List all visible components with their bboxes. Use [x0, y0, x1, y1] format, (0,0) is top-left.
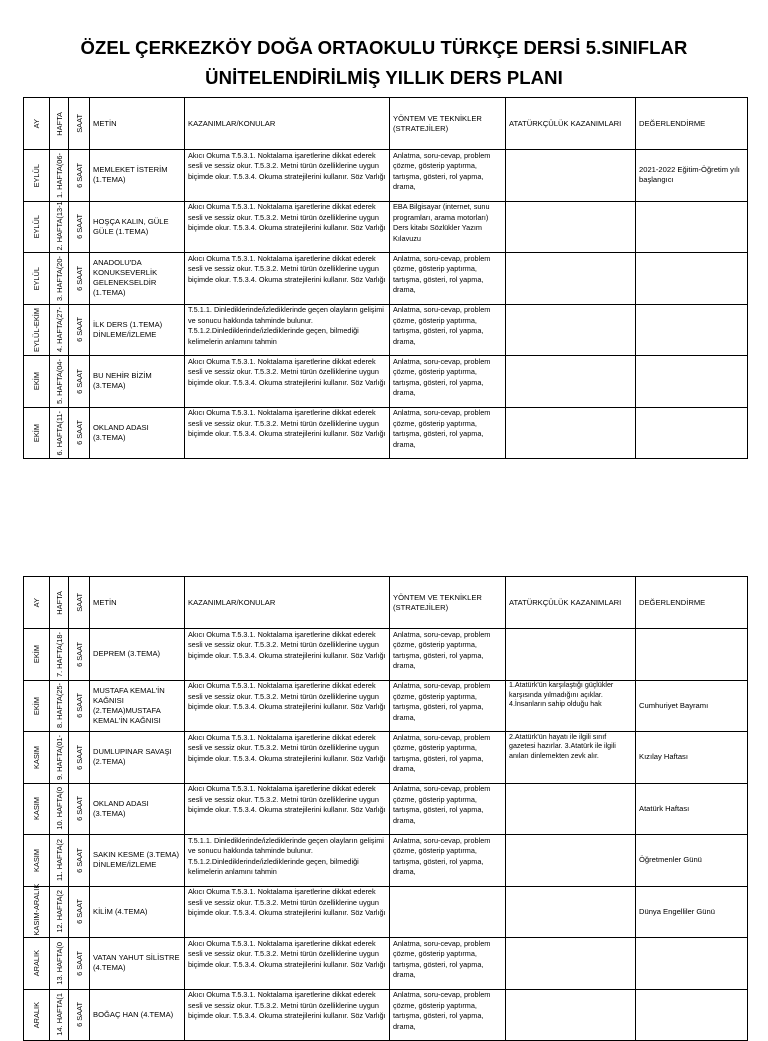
table-header-row: [24, 98, 748, 150]
cell-yontem: Anlatma, soru-cevap, problem çözme, gösterip yaptırma, tartışma, gösteri, rol yapma, drama,: [390, 304, 506, 356]
cell-hafta: 4. HAFTA(27-: [50, 304, 69, 356]
cell-ay: EYLÜL: [24, 150, 50, 202]
cell-ataturk: [506, 835, 636, 887]
cell-ay: EYLÜL-EKİM: [24, 304, 50, 356]
header-ataturk: ATATÜRKÇÜLÜK KAZANIMLARI: [506, 98, 636, 150]
cell-hafta: 12. HAFTA(2: [50, 886, 69, 938]
cell-yontem: EBA Bilgisayar (internet, sunu programları, arama motorları) Ders kitabı Sözlükler Yazım Kılavuzu: [390, 201, 506, 253]
table-body: [24, 150, 748, 459]
cell-ay: KASIM: [24, 783, 50, 835]
cell-yontem: Anlatma, soru-cevap, problem çözme, gösterip yaptırma, tartışma, gösteri, rol yapma, drama,: [390, 253, 506, 305]
cell-metin: HOŞÇA KALIN, GÜLE GÜLE (1.TEMA): [90, 201, 185, 253]
cell-metin: BOĞAÇ HAN (4.TEMA): [90, 989, 185, 1041]
cell-yontem: Anlatma, soru-cevap, problem çözme, gösterip yaptırma, tartışma, gösteri, rol yapma, drama,: [390, 783, 506, 835]
header-ay: AY: [24, 577, 50, 629]
header-ay: AY: [24, 98, 50, 150]
cell-ay: KASIM: [24, 732, 50, 784]
header-kazanim: KAZANIMLAR/KONULAR: [185, 577, 390, 629]
cell-ataturk: [506, 304, 636, 356]
header-metin: METİN: [90, 98, 185, 150]
cell-ataturk: [506, 150, 636, 202]
cell-ataturk: [506, 886, 636, 938]
cell-saat: 6 SAAT: [69, 835, 90, 887]
cell-ataturk: [506, 407, 636, 459]
cell-ataturk: [506, 356, 636, 408]
cell-degerlendirme: [636, 989, 748, 1041]
header-degerlendirme: DEĞERLENDİRME: [636, 98, 748, 150]
cell-saat: 6 SAAT: [69, 989, 90, 1041]
cell-ataturk: [506, 201, 636, 253]
cell-hafta: 5. HAFTA(04-: [50, 356, 69, 408]
cell-kazanim: T.5.1.1. Dinlediklerinde/izlediklerinde geçen olayların gelişimi ve sonucu hakkında tahminde bulunur. T.5.1.2.Dinlediklerinde/izlediklerinde geçen, bilmediği kelimelerin anlamını tahmin: [185, 304, 390, 356]
cell-hafta: 1. HAFTA(06-: [50, 150, 69, 202]
header-hafta: HAFTA: [50, 98, 69, 150]
cell-ataturk: [506, 629, 636, 681]
cell-hafta: 2. HAFTA(13-1: [50, 201, 69, 253]
cell-kazanim: Akıcı Okuma T.5.3.1. Noktalama işaretlerine dikkat ederek sesli ve sessiz okur. T.5.3.2. Metni türün özelliklerine uygun biçimde okur. T.5.3.4. Okuma stratejilerini kullanır. Söz Varlığı: [185, 886, 390, 938]
cell-kazanim: T.5.1.1. Dinlediklerinde/izlediklerinde geçen olayların gelişimi ve sonucu hakkında tahminde bulunur. T.5.1.2.Dinlediklerinde/izlediklerinde geçen, bilmediği kelimelerin anlamını tahmin: [185, 835, 390, 887]
table-row: [24, 407, 748, 459]
cell-ay: EYLÜL: [24, 201, 50, 253]
cell-kazanim: Akıcı Okuma T.5.3.1. Noktalama işaretlerine dikkat ederek sesli ve sessiz okur. T.5.3.2. Metni türün özelliklerine uygun biçimde okur. T.5.3.4. Okuma stratejilerini kullanır. Söz Varlığı: [185, 938, 390, 990]
cell-hafta: 6. HAFTA(11-: [50, 407, 69, 459]
table-row: [24, 680, 748, 732]
cell-ataturk: 1.Atatürk'ün karşılaştığı güçlükler karşısında yılmadığını açıklar. 4.İnsanların sahip olduğu hak: [506, 680, 636, 732]
cell-kazanim: Akıcı Okuma T.5.3.1. Noktalama işaretlerine dikkat ederek sesli ve sessiz okur. T.5.3.2. Metni türün özelliklerine uygun biçimde okur. T.5.3.4. Okuma stratejilerini kullanır. Söz Varlığı: [185, 356, 390, 408]
cell-hafta: 9. HAFTA(01-: [50, 732, 69, 784]
cell-degerlendirme: [636, 253, 748, 305]
cell-saat: 6 SAAT: [69, 201, 90, 253]
cell-yontem: Anlatma, soru-cevap, problem çözme, gösterip yaptırma, tartışma, gösteri, rol yapma, drama,: [390, 407, 506, 459]
cell-degerlendirme: [636, 407, 748, 459]
table-row: [24, 150, 748, 202]
cell-degerlendirme: Cumhuriyet Bayramı: [636, 680, 748, 732]
cell-saat: 6 SAAT: [69, 304, 90, 356]
header-kazanim: KAZANIMLAR/KONULAR: [185, 98, 390, 150]
cell-ay: KASIM-ARALIK: [24, 886, 50, 938]
cell-degerlendirme: [636, 356, 748, 408]
cell-saat: 6 SAAT: [69, 938, 90, 990]
cell-ay: EYLÜL: [24, 253, 50, 305]
lesson-plan-table-2: [23, 576, 748, 1041]
cell-yontem: [390, 886, 506, 938]
header-degerlendirme: DEĞERLENDİRME: [636, 577, 748, 629]
cell-yontem: Anlatma, soru-cevap, problem çözme, gösterip yaptırma, tartışma, gösteri, rol yapma, drama,: [390, 835, 506, 887]
table-row: [24, 989, 748, 1041]
cell-yontem: Anlatma, soru-cevap, problem çözme, gösterip yaptırma, tartışma, gösteri, rol yapma, drama,: [390, 732, 506, 784]
cell-ataturk: [506, 989, 636, 1041]
cell-saat: 6 SAAT: [69, 253, 90, 305]
cell-ay: KASIM: [24, 835, 50, 887]
cell-metin: SAKIN KESME (3.TEMA) DİNLEME/İZLEME: [90, 835, 185, 887]
cell-saat: 6 SAAT: [69, 407, 90, 459]
table-row: [24, 253, 748, 305]
header-saat: SAAT: [69, 577, 90, 629]
table-row: [24, 938, 748, 990]
cell-metin: DUMLUPINAR SAVAŞI (2.TEMA): [90, 732, 185, 784]
header-saat: SAAT: [69, 98, 90, 150]
cell-degerlendirme: [636, 304, 748, 356]
cell-kazanim: Akıcı Okuma T.5.3.1. Noktalama işaretlerine dikkat ederek sesli ve sessiz okur. T.5.3.2. Metni türün özelliklerine uygun biçimde okur. T.5.3.4. Okuma stratejilerini kullanır. Söz Varlığı: [185, 629, 390, 681]
cell-saat: 6 SAAT: [69, 629, 90, 681]
cell-ay: EKİM: [24, 629, 50, 681]
cell-metin: KİLİM (4.TEMA): [90, 886, 185, 938]
cell-hafta: 10. HAFTA(0: [50, 783, 69, 835]
cell-kazanim: Akıcı Okuma T.5.3.1. Noktalama işaretlerine dikkat ederek sesli ve sessiz okur. T.5.3.2. Metni türün özelliklerine uygun biçimde okur. T.5.3.4. Okuma stratejilerini kullanır. Söz Varlığı: [185, 732, 390, 784]
cell-kazanim: Akıcı Okuma T.5.3.1. Noktalama işaretlerine dikkat ederek sesli ve sessiz okur. T.5.3.2. Metni türün özelliklerine uygun biçimde okur. T.5.3.4. Okuma stratejilerini kullanır. Söz Varlığı: [185, 989, 390, 1041]
cell-kazanim: Akıcı Okuma T.5.3.1. Noktalama işaretlerine dikkat ederek sesli ve sessiz okur. T.5.3.2. Metni türün özelliklerine uygun biçimde okur. T.5.3.4. Okuma stratejilerini kullanır. Söz Varlığı: [185, 150, 390, 202]
table-body: [24, 629, 748, 1041]
cell-degerlendirme: [636, 201, 748, 253]
cell-yontem: Anlatma, soru-cevap, problem çözme, gösterip yaptırma, tartışma, gösteri, rol yapma, drama,: [390, 629, 506, 681]
cell-yontem: Anlatma, soru-cevap, problem çözme, gösterip yaptırma, tartışma, gösteri, rol yapma, drama,: [390, 938, 506, 990]
cell-yontem: Anlatma, soru-cevap, problem çözme, gösterip yaptırma, tartışma, gösteri, rol yapma, drama,: [390, 356, 506, 408]
cell-metin: DEPREM (3.TEMA): [90, 629, 185, 681]
cell-degerlendirme: [636, 938, 748, 990]
cell-kazanim: Akıcı Okuma T.5.3.1. Noktalama işaretlerine dikkat ederek sesli ve sessiz okur. T.5.3.2. Metni türün özelliklerine uygun biçimde okur. T.5.3.4. Okuma stratejilerini kullanır. Söz Varlığı: [185, 201, 390, 253]
cell-hafta: 8. HAFTA(25-: [50, 680, 69, 732]
cell-degerlendirme: [636, 629, 748, 681]
table-row: [24, 356, 748, 408]
cell-kazanim: Akıcı Okuma T.5.3.1. Noktalama işaretlerine dikkat ederek sesli ve sessiz okur. T.5.3.2. Metni türün özelliklerine uygun biçimde okur. T.5.3.4. Okuma stratejilerini kullanır. Söz Varlığı: [185, 407, 390, 459]
table-row: [24, 732, 748, 784]
cell-saat: 6 SAAT: [69, 150, 90, 202]
cell-ataturk: 2.Atatürk'ün hayatı ile ilgili sınıf gazetesi hazırlar. 3.Atatürk ile ilgili anıları dinlemekten zevk alır.: [506, 732, 636, 784]
header-ataturk: ATATÜRKÇÜLÜK KAZANIMLARI: [506, 577, 636, 629]
cell-ataturk: [506, 783, 636, 835]
cell-ay: EKİM: [24, 680, 50, 732]
cell-saat: 6 SAAT: [69, 356, 90, 408]
cell-hafta: 3. HAFTA(20-: [50, 253, 69, 305]
cell-hafta: 7. HAFTA(18-: [50, 629, 69, 681]
cell-ay: EKİM: [24, 407, 50, 459]
cell-metin: MUSTAFA KEMAL'İN KAĞNISI (2.TEMA)MUSTAFA KEMAL'İN KAĞNISI: [90, 680, 185, 732]
cell-metin: VATAN YAHUT SİLİSTRE (4.TEMA): [90, 938, 185, 990]
table-header-row: [24, 577, 748, 629]
table-row: [24, 835, 748, 887]
cell-saat: 6 SAAT: [69, 680, 90, 732]
cell-ay: ARALIK: [24, 938, 50, 990]
table-row: [24, 629, 748, 681]
cell-metin: OKLAND ADASI (3.TEMA): [90, 783, 185, 835]
cell-saat: 6 SAAT: [69, 732, 90, 784]
page-title-line2: ÜNİTELENDİRİLMİŞ YILLIK DERS PLANI: [205, 67, 563, 88]
cell-yontem: Anlatma, soru-cevap, problem çözme, gösterip yaptırma, tartışma, gösteri, rol yapma, drama,: [390, 680, 506, 732]
cell-hafta: 11. HAFTA(2: [50, 835, 69, 887]
cell-degerlendirme: 2021-2022 Eğitim-Öğretim yılı başlangıcı: [636, 150, 748, 202]
cell-degerlendirme: Kızılay Haftası: [636, 732, 748, 784]
header-hafta: HAFTA: [50, 577, 69, 629]
cell-degerlendirme: Atatürk Haftası: [636, 783, 748, 835]
cell-kazanim: Akıcı Okuma T.5.3.1. Noktalama işaretlerine dikkat ederek sesli ve sessiz okur. T.5.3.2. Metni türün özelliklerine uygun biçimde okur. T.5.3.4. Okuma stratejilerini kullanır. Söz Varlığı: [185, 253, 390, 305]
header-yontem: YÖNTEM VE TEKNİKLER (STRATEJİLER): [390, 98, 506, 150]
cell-metin: ANADOLU'DA KONUKSEVERLİK GELENEKSELDİR (1.TEMA): [90, 253, 185, 305]
lesson-plan-table-1: [23, 97, 748, 459]
cell-ay: EKİM: [24, 356, 50, 408]
cell-degerlendirme: Dünya Engelliler Günü: [636, 886, 748, 938]
header-metin: METİN: [90, 577, 185, 629]
cell-saat: 6 SAAT: [69, 783, 90, 835]
table-row: [24, 783, 748, 835]
cell-hafta: 14. HAFTA(1: [50, 989, 69, 1041]
cell-ay: ARALIK: [24, 989, 50, 1041]
cell-metin: İLK DERS (1.TEMA) DİNLEME/İZLEME: [90, 304, 185, 356]
cell-ataturk: [506, 253, 636, 305]
cell-kazanim: Akıcı Okuma T.5.3.1. Noktalama işaretlerine dikkat ederek sesli ve sessiz okur. T.5.3.2. Metni türün özelliklerine uygun biçimde okur. T.5.3.4. Okuma stratejilerini kullanır. Söz Varlığı: [185, 783, 390, 835]
cell-degerlendirme: Öğretmenler Günü: [636, 835, 748, 887]
cell-metin: MEMLEKET İSTERİM (1.TEMA): [90, 150, 185, 202]
header-yontem: YÖNTEM VE TEKNİKLER (STRATEJİLER): [390, 577, 506, 629]
cell-metin: BU NEHİR BİZİM (3.TEMA): [90, 356, 185, 408]
cell-hafta: 13. HAFTA(0: [50, 938, 69, 990]
table-row: [24, 201, 748, 253]
cell-kazanim: Akıcı Okuma T.5.3.1. Noktalama işaretlerine dikkat ederek sesli ve sessiz okur. T.5.3.2. Metni türün özelliklerine uygun biçimde okur. T.5.3.4. Okuma stratejilerini kullanır. Söz Varlığı: [185, 680, 390, 732]
cell-metin: OKLAND ADASI (3.TEMA): [90, 407, 185, 459]
table-row: [24, 304, 748, 356]
page-title-line1: ÖZEL ÇERKEZKÖY DOĞA ORTAOKULU TÜRKÇE DERSİ 5.SINIFLAR: [80, 37, 688, 58]
cell-yontem: Anlatma, soru-cevap, problem çözme, gösterip yaptırma, tartışma, gösteri, rol yapma, drama,: [390, 150, 506, 202]
cell-saat: 6 SAAT: [69, 886, 90, 938]
table-row: [24, 886, 748, 938]
cell-yontem: Anlatma, soru-cevap, problem çözme, gösterip yaptırma, tartışma, gösteri, rol yapma, drama,: [390, 989, 506, 1041]
cell-ataturk: [506, 938, 636, 990]
